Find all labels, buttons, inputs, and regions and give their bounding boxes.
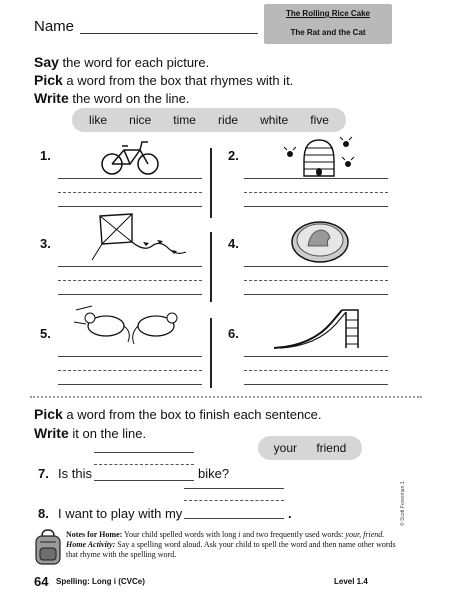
sentence-8-before: I want to play with my xyxy=(58,506,183,521)
copyright-credit: © Scott Foresman 1 xyxy=(400,481,406,526)
section-divider xyxy=(30,396,422,398)
instruction-pick: Pick a word from the box that rhymes with it. xyxy=(34,72,294,88)
page-number: 64 xyxy=(34,574,49,589)
mice-icon xyxy=(72,302,190,348)
write-line-2-top[interactable] xyxy=(244,178,388,179)
write-line-1-base[interactable] xyxy=(58,206,202,207)
instruction-say: Say the word for each picture. xyxy=(34,54,210,70)
kite-icon xyxy=(92,212,188,262)
skill-label: Spelling: Long i (CVCe) xyxy=(56,577,145,586)
write-line-2-base[interactable] xyxy=(244,206,388,207)
write-line-3-mid[interactable] xyxy=(58,280,202,281)
write-line-3-top[interactable] xyxy=(58,266,202,267)
column-divider-2 xyxy=(210,232,212,302)
word-box-2 xyxy=(258,436,362,460)
write-line-4-top[interactable] xyxy=(244,266,388,267)
sentence-7-line-top[interactable] xyxy=(94,452,194,453)
write-line-3-base[interactable] xyxy=(58,294,202,295)
beehive-icon xyxy=(282,134,356,178)
story-title-tab xyxy=(264,4,392,44)
sentence-8-line-top[interactable] xyxy=(184,488,284,489)
word-box xyxy=(72,108,346,132)
name-label: Name xyxy=(34,18,75,35)
item-number-1: 1. xyxy=(40,148,51,163)
slide-icon xyxy=(272,302,368,350)
backpack-icon xyxy=(32,528,64,566)
write-line-5-base[interactable] xyxy=(58,384,202,385)
item-number-4: 4. xyxy=(228,236,239,251)
sentence-7-after: bike? xyxy=(198,466,230,481)
write-line-6-base[interactable] xyxy=(244,384,388,385)
column-divider-1 xyxy=(210,148,212,218)
write-line-5-mid[interactable] xyxy=(58,370,202,371)
sentence-8-line-base[interactable] xyxy=(184,518,284,519)
column-divider-3 xyxy=(210,318,212,388)
item-number-2: 2. xyxy=(228,148,239,163)
word-white: white xyxy=(260,113,289,127)
sentence-number-7: 7. xyxy=(38,466,49,481)
word-nice: nice xyxy=(129,113,152,127)
bicycle-icon xyxy=(100,138,160,178)
item-number-5: 5. xyxy=(40,326,51,341)
sentence-7-line-base[interactable] xyxy=(94,480,194,481)
word-time: time xyxy=(173,113,196,127)
sentence-number-8: 8. xyxy=(38,506,49,521)
sentence-7-before: Is this xyxy=(58,466,92,481)
instruction-write: Write the word on the line. xyxy=(34,90,190,106)
word-your: your xyxy=(273,441,297,455)
sentence-8-line-mid[interactable] xyxy=(184,500,284,501)
write-line-6-top[interactable] xyxy=(244,356,388,357)
sentence-7-line-mid[interactable] xyxy=(94,464,194,465)
word-friend: friend xyxy=(316,441,347,455)
story-title-1: The Rolling Rice Cake xyxy=(285,9,371,18)
write-line-1-top[interactable] xyxy=(58,178,202,179)
story-title-2: The Rat and the Cat xyxy=(290,28,366,37)
instruction-write-sentence: Write it on the line. xyxy=(34,425,147,441)
write-line-2-mid[interactable] xyxy=(244,192,388,193)
name-line[interactable] xyxy=(80,33,258,34)
word-ride: ride xyxy=(218,113,239,127)
instruction-pick-sentence: Pick a word from the box to finish each sentence. xyxy=(34,406,322,422)
item-number-3: 3. xyxy=(40,236,51,251)
dime-icon xyxy=(290,218,350,264)
item-number-6: 6. xyxy=(228,326,239,341)
level-label: Level 1.4 xyxy=(334,577,368,586)
word-like: like xyxy=(89,113,108,127)
write-line-6-mid[interactable] xyxy=(244,370,388,371)
word-five: five xyxy=(310,113,329,127)
write-line-5-top[interactable] xyxy=(58,356,202,357)
notes-for-home: Notes for Home: Your child spelled words with long i and two frequently used words: your, friend. Home Activity: Say a spelling word aloud. Ask your child to spell the word and then name other words that rhyme with the spelling word. xyxy=(66,530,396,559)
write-line-4-base[interactable] xyxy=(244,294,388,295)
write-line-1-mid[interactable] xyxy=(58,192,202,193)
sentence-8-after: . xyxy=(288,506,292,521)
write-line-4-mid[interactable] xyxy=(244,280,388,281)
